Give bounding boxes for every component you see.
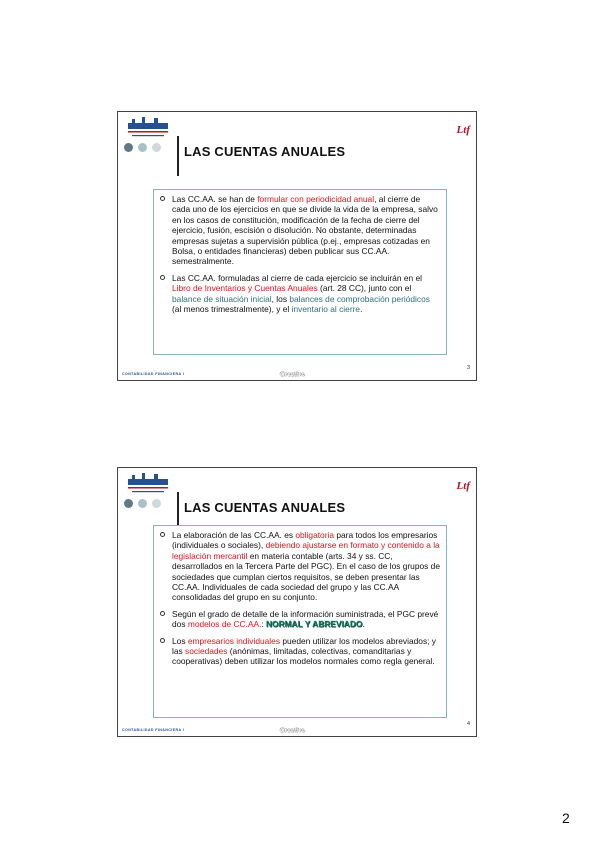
- bullet-text: inventario al cierre: [291, 304, 361, 315]
- bullet-text: sociedades: [185, 646, 228, 657]
- bullet-item: [158, 636, 440, 667]
- bullet-text: debiendo ajustarse en formato y contenido a la legislación mercantil: [172, 540, 440, 561]
- slide-3: [117, 111, 477, 381]
- bullet-text: .: [362, 619, 365, 630]
- brand-logo-icon: Ltf: [456, 124, 470, 136]
- slide-4: [117, 467, 477, 737]
- bullet-text: Los: [172, 635, 188, 646]
- bullet-text: NORMAL Y ABREVIADO: [266, 619, 363, 630]
- decorative-dots: [124, 499, 161, 508]
- bullet-text: (art. 28 CC), junto con el: [317, 283, 412, 294]
- dot-icon: [124, 499, 133, 508]
- slide-number: 3: [466, 365, 470, 371]
- bullet-circle-icon: [160, 196, 165, 201]
- decorative-dots: [124, 143, 161, 152]
- content-box: [153, 189, 447, 355]
- slide-number: 4: [466, 721, 470, 727]
- content-box: [153, 525, 447, 718]
- brand-logo-icon: Ltf: [456, 480, 470, 492]
- footer-brand: Creativo: [280, 371, 306, 378]
- title-divider: [177, 136, 179, 176]
- dot-icon: [138, 499, 147, 508]
- bullet-circle-icon: [160, 611, 165, 616]
- bullet-list: [158, 194, 440, 314]
- bullet-text: formular con periodicidad anual: [257, 194, 375, 204]
- footer-course: CONTABILIDAD FINANCIERA I: [122, 728, 185, 732]
- university-logo-icon: [124, 116, 172, 142]
- bullet-text: balances de comprobación periódicos: [289, 293, 430, 304]
- bullet-list: [158, 530, 440, 667]
- bullet-text: , los: [271, 293, 290, 304]
- bullet-text: obligatoria: [295, 530, 335, 540]
- bullet-text: Según el grado de detalle de la información suministrada, el PGC prevé dos: [172, 608, 439, 630]
- bullet-text: balance de situación inicial: [172, 293, 272, 304]
- bullet-text: .: [360, 304, 363, 315]
- bullet-text: , al cierre de cada uno de los ejercicios en que se divide la vida de la empresa, salvo en los casos de constitución, modificación de la fecha de cierre del ejercicio, fusión, escisión o disolución. No obstante, determinadas empresas sujetas a supervisión pública (p.ej., empresas cotizadas en Bolsa, o entidades financieras) deben publicar sus CC.AA. semestralmente.: [172, 194, 438, 267]
- bullet-text: modelos de CC.AA.: [187, 619, 262, 630]
- bullet-text: pueden utilizar los modelos abreviados; y las: [172, 635, 436, 657]
- bullet-text: Las CC.AA. formuladas al cierre de cada ejercicio se incluirán en el: [172, 272, 422, 283]
- bullet-text: (anónimas, limitadas, colectivas, comanditarias y cooperativas) deben utilizar los modelos normales como regla general.: [172, 646, 435, 667]
- bullet-text: Las CC.AA. se han de: [172, 194, 258, 204]
- bullet-item: [158, 530, 440, 603]
- footer-course: CONTABILIDAD FINANCIERA I: [122, 372, 185, 376]
- bullet-circle-icon: [160, 638, 165, 643]
- slide-title: LAS CUENTAS ANUALES: [184, 144, 346, 159]
- slide-title: LAS CUENTAS ANUALES: [184, 500, 346, 515]
- bullet-text: empresarios individuales: [187, 635, 281, 646]
- dot-icon: [152, 499, 161, 508]
- bullet-text: en materia contable (arts. 34 y ss. CC, desarrollados en la Tercera Parte del PGC). En el caso de los grupos de sociedades que cumplan ciertos requisitos, se deben presentar las CC.AA. Individuales de cada sociedad del grupo y las CC.AA consolidadas del grupo en su conjunto.: [172, 550, 440, 603]
- bullet-item: [158, 609, 440, 630]
- bullet-circle-icon: [160, 275, 165, 280]
- footer-brand: Creativo: [280, 727, 306, 734]
- bullet-text: (al menos trimestralmente), y el: [172, 304, 292, 315]
- bullet-item: [158, 194, 440, 267]
- dot-icon: [124, 143, 133, 152]
- bullet-item: [158, 273, 440, 315]
- bullet-text: Libro de Inventarios y Cuentas Anuales: [172, 283, 318, 294]
- dot-icon: [152, 143, 161, 152]
- university-logo-icon: [124, 472, 172, 498]
- bullet-circle-icon: [160, 532, 165, 537]
- dot-icon: [138, 143, 147, 152]
- page-number: 2: [562, 810, 570, 826]
- bullet-text: :: [261, 619, 267, 630]
- bullet-text: para todos los empresarios (individuales o sociales),: [172, 530, 438, 551]
- bullet-text: La elaboración de las CC.AA. es: [172, 530, 296, 540]
